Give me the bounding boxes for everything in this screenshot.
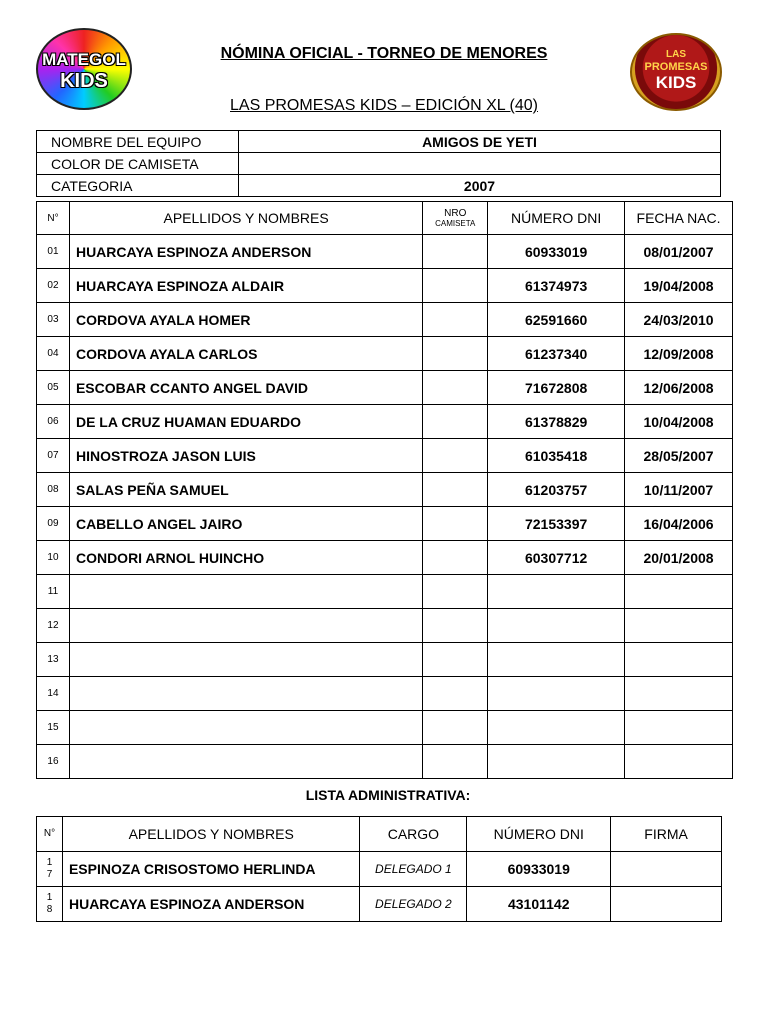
admin-row-num-a: 1 <box>46 892 53 903</box>
player-shirt-number <box>423 473 488 507</box>
player-shirt-number <box>423 711 488 745</box>
player-dni: 61035418 <box>488 439 625 473</box>
player-dni <box>488 745 625 779</box>
player-num: 01 <box>37 235 70 269</box>
player-num: 11 <box>37 575 70 609</box>
player-birth-date: 10/04/2008 <box>625 405 733 439</box>
player-name <box>69 643 422 677</box>
player-dni <box>488 643 625 677</box>
admin-header-num: N° <box>37 817 63 852</box>
player-dni: 72153397 <box>488 507 625 541</box>
category-label: CATEGORIA <box>37 175 239 197</box>
logo-left-line1: MATEGOL <box>42 50 126 69</box>
players-header-row <box>37 202 733 235</box>
admin-row-role: DELEGADO 2 <box>360 887 467 922</box>
player-row <box>37 541 733 575</box>
player-birth-date: 20/01/2008 <box>625 541 733 575</box>
player-name: DE LA CRUZ HUAMAN EDUARDO <box>69 405 422 439</box>
shirt-color-value <box>239 153 721 175</box>
player-dni: 60307712 <box>488 541 625 575</box>
player-birth-date: 24/03/2010 <box>625 303 733 337</box>
player-row <box>37 711 733 745</box>
player-birth-date: 12/06/2008 <box>625 371 733 405</box>
player-dni <box>488 609 625 643</box>
admin-row <box>37 852 722 887</box>
player-num: 04 <box>37 337 70 371</box>
player-shirt-number <box>423 745 488 779</box>
shirt-color-label: COLOR DE CAMISETA <box>37 153 239 175</box>
player-dni <box>488 677 625 711</box>
player-dni: 71672808 <box>488 371 625 405</box>
player-shirt-number <box>423 269 488 303</box>
player-shirt-number <box>423 303 488 337</box>
header-shirt <box>423 202 488 235</box>
player-row <box>37 405 733 439</box>
player-name <box>69 677 422 711</box>
admin-header-role: CARGO <box>360 817 467 852</box>
player-row <box>37 269 733 303</box>
header-birth: FECHA NAC. <box>625 202 733 235</box>
admin-row-sign <box>611 852 722 887</box>
player-row <box>37 371 733 405</box>
player-name <box>69 609 422 643</box>
player-birth-date <box>625 711 733 745</box>
logo-right-line2: PROMESAS <box>644 61 708 73</box>
player-name: CABELLO ANGEL JAIRO <box>69 507 422 541</box>
player-dni: 61237340 <box>488 337 625 371</box>
logo-right-line1: LAS <box>666 49 686 60</box>
admin-table <box>36 816 722 922</box>
admin-row-num <box>37 887 63 922</box>
team-info-table <box>36 130 721 197</box>
player-num: 09 <box>37 507 70 541</box>
admin-header-dni: NÚMERO DNI <box>467 817 611 852</box>
player-row <box>37 439 733 473</box>
player-num: 06 <box>37 405 70 439</box>
player-num: 03 <box>37 303 70 337</box>
player-num: 13 <box>37 643 70 677</box>
admin-row-num-b: 8 <box>46 904 53 915</box>
player-dni <box>488 575 625 609</box>
player-shirt-number <box>423 235 488 269</box>
admin-header-row <box>37 817 722 852</box>
player-num: 10 <box>37 541 70 575</box>
admin-row-sign <box>611 887 722 922</box>
player-name: CONDORI ARNOL HUINCHO <box>69 541 422 575</box>
player-name: HINOSTROZA JASON LUIS <box>69 439 422 473</box>
player-shirt-number <box>423 507 488 541</box>
player-row <box>37 473 733 507</box>
header-shirt-line1: NRO <box>444 207 467 219</box>
player-num: 02 <box>37 269 70 303</box>
player-name <box>69 711 422 745</box>
admin-header-name: APELLIDOS Y NOMBRES <box>62 817 359 852</box>
player-shirt-number <box>423 609 488 643</box>
player-name: CORDOVA AYALA HOMER <box>69 303 422 337</box>
player-dni: 61378829 <box>488 405 625 439</box>
player-shirt-number <box>423 337 488 371</box>
header-name: APELLIDOS Y NOMBRES <box>69 202 422 235</box>
player-num: 08 <box>37 473 70 507</box>
admin-header-sign: FIRMA <box>611 817 722 852</box>
player-shirt-number <box>423 371 488 405</box>
page-title: NÓMINA OFICIAL - TORNEO DE MENORES <box>220 45 548 62</box>
admin-row-dni: 60933019 <box>467 852 611 887</box>
player-name <box>69 575 422 609</box>
header-dni: NÚMERO DNI <box>488 202 625 235</box>
player-name: SALAS PEÑA SAMUEL <box>69 473 422 507</box>
player-num: 05 <box>37 371 70 405</box>
header-shirt-line2: CAMISETA <box>435 218 476 228</box>
player-num: 16 <box>37 745 70 779</box>
admin-row-role: DELEGADO 1 <box>360 852 467 887</box>
team-name-label: NOMBRE DEL EQUIPO <box>37 131 239 153</box>
player-birth-date: 19/04/2008 <box>625 269 733 303</box>
logo-left-line2: KIDS <box>60 70 108 92</box>
player-dni: 61203757 <box>488 473 625 507</box>
admin-row <box>37 887 722 922</box>
logo-right-line3: KIDS <box>655 73 697 92</box>
player-shirt-number <box>423 405 488 439</box>
header-num: N° <box>37 202 70 235</box>
player-dni: 62591660 <box>488 303 625 337</box>
admin-list-label: LISTA ADMINISTRATIVA: <box>305 787 471 803</box>
player-birth-date <box>625 677 733 711</box>
players-table <box>36 201 733 779</box>
player-row <box>37 235 733 269</box>
player-name: ESCOBAR CCANTO ANGEL DAVID <box>69 371 422 405</box>
player-birth-date: 16/04/2006 <box>625 507 733 541</box>
admin-row-num-b: 7 <box>46 869 53 880</box>
player-birth-date <box>625 745 733 779</box>
player-row <box>37 609 733 643</box>
admin-row-name: HUARCAYA ESPINOZA ANDERSON <box>62 887 359 922</box>
player-row <box>37 745 733 779</box>
player-dni <box>488 711 625 745</box>
player-num: 12 <box>37 609 70 643</box>
admin-row-num-a: 1 <box>46 857 53 868</box>
player-birth-date: 08/01/2007 <box>625 235 733 269</box>
player-birth-date: 12/09/2008 <box>625 337 733 371</box>
player-name: HUARCAYA ESPINOZA ANDERSON <box>69 235 422 269</box>
player-dni: 60933019 <box>488 235 625 269</box>
team-name-value: AMIGOS DE YETI <box>239 131 721 153</box>
player-shirt-number <box>423 575 488 609</box>
player-row <box>37 337 733 371</box>
player-row <box>37 303 733 337</box>
player-row <box>37 677 733 711</box>
admin-row-name: ESPINOZA CRISOSTOMO HERLINDA <box>62 852 359 887</box>
admin-row-num <box>37 852 63 887</box>
player-shirt-number <box>423 439 488 473</box>
player-birth-date: 28/05/2007 <box>625 439 733 473</box>
player-row <box>37 643 733 677</box>
player-num: 15 <box>37 711 70 745</box>
player-row <box>37 575 733 609</box>
player-name <box>69 745 422 779</box>
player-name: HUARCAYA ESPINOZA ALDAIR <box>69 269 422 303</box>
player-birth-date <box>625 643 733 677</box>
player-num: 14 <box>37 677 70 711</box>
player-num: 07 <box>37 439 70 473</box>
player-shirt-number <box>423 677 488 711</box>
admin-row-dni: 43101142 <box>467 887 611 922</box>
player-row <box>37 507 733 541</box>
player-dni: 61374973 <box>488 269 625 303</box>
player-shirt-number <box>423 643 488 677</box>
player-birth-date <box>625 575 733 609</box>
category-value: 2007 <box>239 175 721 197</box>
page-subtitle: LAS PROMESAS KIDS – EDICIÓN XL (40) <box>230 97 538 114</box>
player-name: CORDOVA AYALA CARLOS <box>69 337 422 371</box>
player-birth-date: 10/11/2007 <box>625 473 733 507</box>
player-birth-date <box>625 609 733 643</box>
player-shirt-number <box>423 541 488 575</box>
